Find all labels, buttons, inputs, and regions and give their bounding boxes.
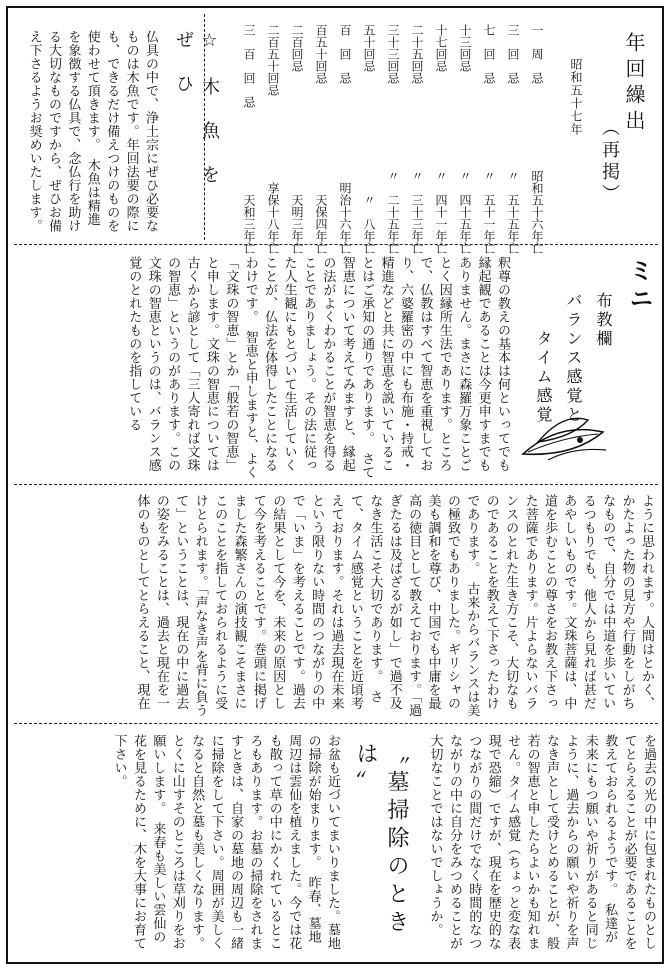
memorial-row: [262, 24, 282, 254]
memorial-row: [238, 24, 258, 254]
column-body-part2: ように思われます。人間はとかく、かたよった物の見方や行動をしがちなもので、自分では中道を歩いているつもりでも、他人から見れば甚だあやしいものです。文珠菩薩は、中道を歩むことの尊さをお教え下さった菩薩であります。片よらないバランスのとれた生き方こそ、大切なものであることを教えて下さったわけであります。 古来からバランスは美の極致でもありました。ギリシャの美も調和を尊び、中国でも中庸を最高の徳目として教えております。「過ぎたるは及ばざるが如し」で過不及なき生活こそ大切であります。 さて、タイム感覚ということを近頃考えております。それは過去現在未来という限りない時間のつながりの中で「いま」を考えることです。過去の結果として今を、未来の原因として今を考えることです。巻頭に掲げました森繁さんの演技観こそまさにこのことを指しておられるように受けとられます。「声なき声を背に負うて」ということは、現在の中に過去の姿をみることは、過去と現在を一体のものとしてとらえること、現在: [134, 494, 654, 717]
mokugyo-title: ☆ 木 魚 を ぜ ひ: [173, 30, 220, 209]
memorial-kaiki: 一 周 忌: [530, 24, 544, 84]
memorial-death-year: 〃 五十五年亡: [506, 170, 520, 254]
memorial-row: [526, 24, 546, 254]
memorial-row: [286, 24, 306, 254]
memorial-kaiki: 十七回忌: [434, 24, 448, 72]
memorial-kaiki: 二百五十回忌: [266, 24, 280, 96]
memorial-kaiki: 二百回忌: [290, 24, 304, 72]
memorial-death-year: 昭和五十六年亡: [530, 170, 544, 254]
memorial-row: [310, 24, 330, 254]
memorial-death-year: 天保四年亡: [314, 194, 328, 254]
divider-2: [14, 484, 658, 485]
memorial-kaiki: 百 回 忌: [338, 24, 352, 84]
memorial-death-year: 〃 五十一年亡: [482, 170, 496, 254]
column-title-line2: タイム感覚: [534, 330, 553, 425]
memorial-row: [406, 24, 426, 254]
memorial-row: [430, 24, 450, 254]
column-body-part3: を過去の光の中に包まれたものとしてとらえることが必要であることを教えておられるようです。 私達が未来にもつ願いや祈りがあると同じように、過去からの願いや祈りを声なき声として受けとめることが、般若の智恵と申したらよいかも知れません。タイム感覚（ちょっと変な表現で恐縮）ですが、現在を歴史的なつながりの間だけでなく時間的なつながりの中に自分をみつめることが大切なことではないでしょうか。: [427, 734, 656, 950]
memorial-death-year: 〃 四十五年亡: [458, 170, 472, 254]
memorial-death-year: 享保十八年亡: [266, 182, 280, 254]
column-title-line1: バランス感覚と: [564, 292, 583, 425]
memorial-kaiki: 二十五回忌: [410, 24, 424, 84]
memorial-row: [454, 24, 474, 254]
grave-cleaning-title: 〝墓掃除のときは〟: [353, 742, 409, 938]
column-label: ミニ: [625, 258, 653, 314]
memorial-row: [502, 24, 522, 254]
memorial-kaiki: 三 回 忌: [506, 24, 520, 84]
memorial-death-year: 〃 二十五年亡: [386, 170, 400, 254]
divider-3: [14, 723, 658, 724]
memorial-death-year: 〃 三十三年亡: [410, 170, 424, 254]
mokugyo-body: 仏具の中で、浄土宗にぜひ必要なものは木魚です。年回法要の際にも、できるだけ備えつけのものを使わせて頂きます。 木魚は精進を象徴する仏具で、念仏行を助ける大切なものですから、ぜひお備え下さるようお奨めいたします。: [26, 30, 158, 233]
memorial-row: [334, 24, 354, 254]
memorial-year-header: 昭和五十七年: [569, 58, 583, 136]
memorial-kaiki: 十三回忌: [458, 24, 472, 72]
column-body-part1: 釈尊の教えの基本は何といってでも縁起観であることは今更申すまでもありません。まさに森羅万象ことごとく因縁所生法であります。ところで、仏教はすべて智恵を重視しており、六婆羅密の中にも布施・持戒・精進などと共に智恵を説いていることはご承知の通りであります。 さて智恵について考えてみますと、縁起の法がよくわかることが智恵を得ることでありましょう。その法に従った人生観にもとづいて生活していくことが、仏法を体得したことになるわけです。 智恵と申しますと、よく「文珠の智恵」とか「般若の智恵」と申します。文珠の智恵については古くから諺として「三人寄れば文珠の智恵」というのがあります。この文珠の智恵というのは、バランス感覚のとれたものを指している: [126, 256, 510, 479]
memorial-kaiki: 百五十回忌: [314, 24, 328, 84]
memorial-kaiki: 三十三回忌: [386, 24, 400, 84]
memorial-kaiki: 五十回忌: [362, 24, 376, 72]
leaf-ornament-icon: [518, 402, 608, 472]
grave-cleaning-body: お盆も近づいてまいりました。墓地の掃除が始まります。 昨春、墓地周辺は雲仙を植えました。今では花も散って草の中にかくれているところもあります。お墓の掃除をされますときは、自家の墓地の周辺も一緒に掃除をして下さい。周囲が美しくなると自然と墓も美しくなります。とくに山すそのところは草刈りをお願いします。 来春も美しい雲仙の花を見るために、木を大事にお育て下さい。: [111, 734, 340, 950]
memorial-row: [358, 24, 378, 254]
memorial-table: [216, 24, 546, 254]
memorial-kaiki: 三 百 回 忌: [242, 24, 256, 108]
memorial-death-year: 明治十六年亡: [338, 182, 352, 254]
memorial-subtitle: （再掲）: [599, 118, 620, 206]
memorial-title: 年回繰出: [622, 32, 646, 136]
memorial-death-year: 〃 四十一年亡: [434, 170, 448, 254]
memorial-kaiki: 七 回 忌: [482, 24, 496, 84]
memorial-death-year: 天和三年亡: [242, 194, 256, 254]
memorial-row: [382, 24, 402, 254]
memorial-row: [478, 24, 498, 254]
memorial-death-year: 〃 八年亡: [362, 194, 376, 254]
column-series: 布教欄: [594, 292, 613, 349]
memorial-death-year: 天明三年亡: [290, 194, 304, 254]
